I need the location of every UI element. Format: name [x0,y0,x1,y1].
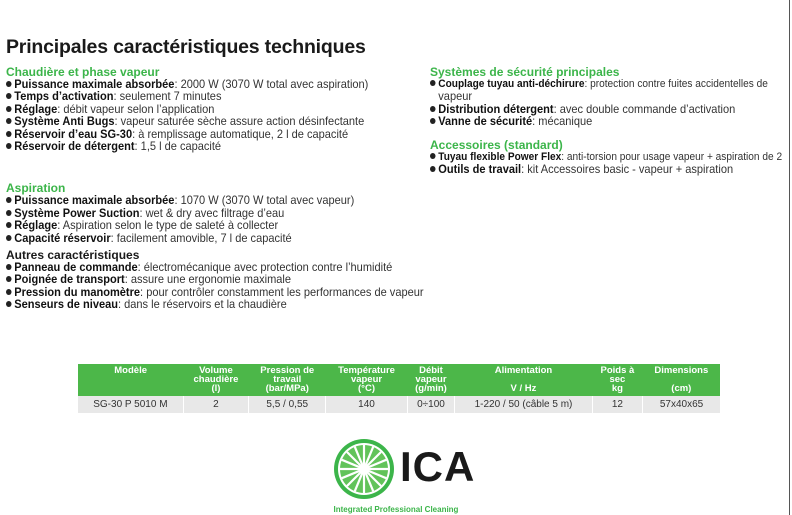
column-header-line: Modèle [114,365,147,376]
item-text: : 2000 W (3070 W total avec aspiration) [174,77,369,91]
item-text: : anti-torsion pour usage vapeur + aspiration de 2 [561,150,783,163]
item-label: Outils de travail [438,162,522,177]
bullet-icon [430,166,436,172]
item-label: Réservoir d’eau SG-30 [14,126,133,141]
list-item [430,78,782,90]
table-cell: 1-220 / 50 (câble 5 m) [455,396,592,413]
right-column [430,66,792,175]
item-text: : à remplissage automatique, 2 l de capacité [132,126,349,141]
item-text: : 1070 W (3070 W total avec vapeur) [174,193,355,208]
section-accessories [430,139,792,176]
item-label: Puissance maximale absorbée [14,193,175,208]
bullet-icon [430,153,436,159]
feature-list [6,194,460,244]
column-header-line: (l) [211,383,221,394]
column-header [183,364,248,396]
item-label: Système Power Suction [14,205,140,220]
column-header-line: chaudière [193,374,239,385]
page-title: Principales caractéristiques techniques [6,36,366,58]
column-header-line: vapeur [350,374,383,385]
item-text: : pour contrôler constamment les performances de vapeur [140,284,424,299]
item-label: Senseurs de niveau [14,297,118,312]
section-title: Accessoires (standard) [430,137,563,152]
item-label: Vanne de sécurité [438,114,533,129]
feature-list [430,78,792,128]
column-header [326,364,407,396]
section-other [6,249,460,311]
bullet-icon [6,301,12,307]
bullet-icon [6,222,12,228]
column-header-line: Température [338,365,395,376]
column-header-line: V / Hz [510,383,537,394]
section-title: Systèmes de sécurité principales [430,65,620,79]
left-column [6,66,460,311]
item-label: Temps d’activation [14,89,114,104]
column-header-line: (g/min) [415,383,447,394]
item-label: Réservoir de détergent [14,139,135,154]
item-text: : Aspiration selon le type de saleté à collecter [57,218,279,233]
feature-list [6,261,460,311]
item-label: Tuyau flexible Power Flex [438,150,562,163]
item-text: : seulement 7 minutes [113,89,222,104]
list-item [430,115,782,127]
section-title: Chaudière et phase vapeur [6,65,160,79]
item-text: : débit vapeur selon l’application [57,101,215,116]
feature-list [430,151,792,176]
item-label: Réglage [14,218,58,233]
column-header-line: kg [611,383,623,394]
item-text: : mécanique [532,114,593,129]
column-header [407,364,455,396]
column-header-line: travail [273,374,302,385]
bullet-icon [6,235,12,241]
item-text: : électromécanique avec protection contre l’humidité [137,260,393,275]
list-item [6,298,424,310]
table-header-row [78,364,720,396]
column-header [78,364,183,396]
bullet-icon [6,210,12,216]
bullet-icon [6,289,12,295]
logo-tagline: Integrated Professional Cleaning [333,505,459,514]
column-header-line: Pression de [260,365,315,376]
item-text: : protection contre fuites accidentelles de [584,78,768,90]
spec-table [78,364,720,413]
bullet-icon [6,106,12,112]
column-header-line: vapeur [415,374,447,385]
item-label: Couplage tuyau anti-déchirure [438,78,585,90]
column-header-line: sec [609,374,626,385]
bullet-icon [430,80,436,86]
list-item-continuation: vapeur [438,89,473,104]
table-cell: 140 [326,396,407,413]
feature-list [6,78,460,152]
item-text: : assure une ergonomie maximale [124,272,292,287]
item-text: : vapeur saturée sèche assure action désinfectante [114,114,365,129]
column-header-line: (cm) [671,383,692,394]
column-header-line: (°C) [358,383,376,394]
table-cell: SG-30 P 5010 M [78,396,183,413]
bullet-icon [6,81,12,87]
item-text: : kit Accessoires basic - vapeur + aspiration [521,162,734,177]
list-item [430,163,782,175]
column-header-line: (bar/MPa) [265,383,309,394]
section-aspiration [6,182,460,244]
table-cell: 2 [183,396,248,413]
bullet-icon [6,93,12,99]
bullet-icon [6,143,12,149]
item-text: : wet & dry avec filtrage d’eau [139,205,285,220]
table-cell: 5,5 / 0,55 [249,396,326,413]
item-label: Réglage [14,101,58,116]
item-label: Capacité réservoir [14,230,111,245]
bullet-icon [6,197,12,203]
column-header [643,364,720,396]
column-header-line: Dimensions [654,365,709,376]
column-header-line [80,384,181,393]
bullet-icon [430,118,436,124]
item-label: Pression du manomètre [14,284,141,299]
table-cell: 0÷100 [407,396,455,413]
item-text: : facilement amovible, 7 l de capacité [110,230,292,245]
bullet-icon [6,276,12,282]
column-header [455,364,592,396]
logo-wordmark: ICA [400,443,476,490]
item-label: Puissance maximale absorbée [14,77,175,91]
item-label: Distribution détergent [438,101,554,116]
section-title: Autres caractéristiques [6,248,140,263]
item-label: Poignée de transport [14,272,125,287]
column-header-line: Débit [419,365,443,376]
list-item [6,140,424,152]
bullet-icon [430,106,436,112]
item-label: Panneau de commande [14,260,138,275]
bullet-icon [6,118,12,124]
item-text: : 1,5 l de capacité [134,139,222,154]
item-label: Système Anti Bugs [14,114,115,129]
item-text: : avec double commande d’activation [553,101,736,116]
table-cell: 57x40x65 [643,396,720,413]
bullet-icon [6,131,12,137]
column-header-line: Alimentation [494,365,553,376]
list-item [6,232,424,244]
column-header [592,364,642,396]
column-header-line: Volume [199,365,233,376]
table-row [78,396,720,413]
item-text: : dans le réservoirs et la chaudière [117,297,287,312]
section-safety [430,66,792,128]
section-title: Aspiration [6,181,66,196]
bullet-icon [6,264,12,270]
column-header [249,364,326,396]
citrus-slice-icon [333,438,395,505]
section-boiler [6,66,460,152]
column-header-line: Poids à [600,365,635,376]
table-cell: 12 [592,396,642,413]
